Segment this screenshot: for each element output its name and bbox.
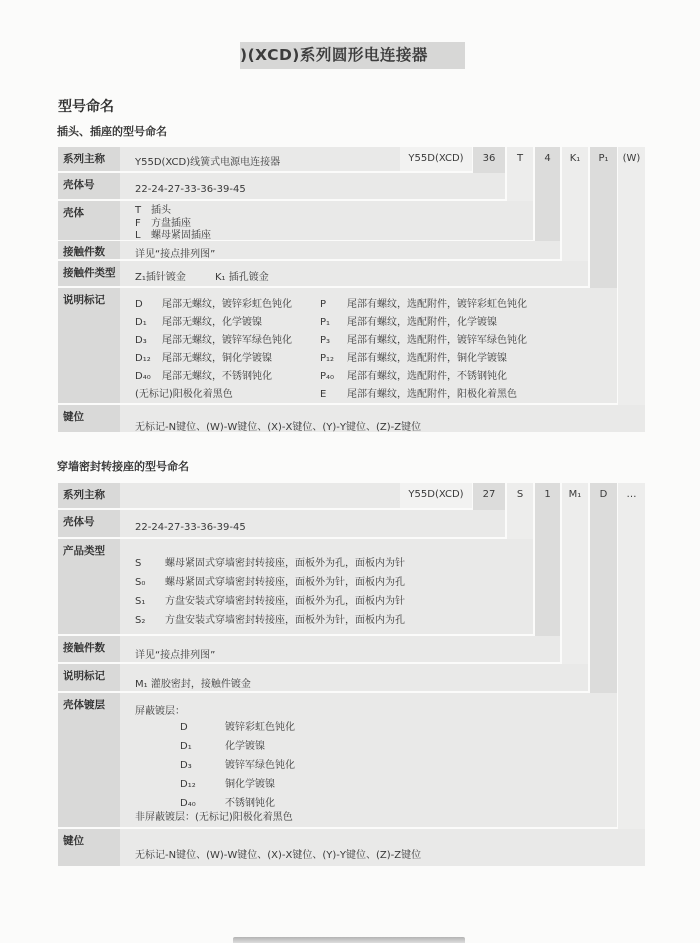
mark-code: P₃ (320, 335, 331, 346)
t2-code-plating: D (599, 489, 608, 500)
mark-code: P₁ (320, 317, 331, 328)
t1-contact-type-label: 接触件类型 (58, 261, 120, 286)
mark-desc: 尾部无螺纹，化学镀镍 (162, 317, 262, 328)
t1-marks-left-column (135, 296, 292, 404)
mark-item (320, 350, 527, 368)
plating-desc: 化学镀镍 (225, 741, 265, 752)
mark-item (135, 350, 292, 368)
t1-contact-type-pin: Z₁插针镀金 (135, 272, 186, 283)
t2-code-contact-count: 1 (544, 489, 551, 500)
plating-item (180, 718, 295, 737)
t2-code-product-type: S (516, 489, 524, 500)
product-type-item (135, 592, 405, 611)
plating-item (180, 737, 295, 756)
product-type-code: S₂ (135, 615, 146, 626)
t2-plating-items (180, 718, 295, 813)
t1-code-shell-no: 36 (482, 153, 496, 164)
mark-desc: 尾部有螺纹，选配附件，镀锌彩虹色钝化 (347, 299, 527, 310)
t1-code-marks: P₁ (598, 153, 609, 164)
subsection-heading-feedthrough: 穿墙密封转接座的型号命名 (57, 460, 189, 473)
t1-shell-no-label: 壳体号 (58, 173, 120, 199)
t2-code-column-keying (618, 483, 645, 866)
shell-item-desc: 螺母紧固插座 (151, 230, 211, 241)
t2-keying-label: 键位 (58, 829, 120, 866)
mark-item (320, 386, 527, 404)
mark-code: (无标记)阳极化着黑色 (135, 389, 233, 400)
product-type-item (135, 611, 405, 630)
plating-code: D₄₀ (180, 798, 196, 809)
t1-code-column-keying (618, 147, 645, 432)
mark-code: D₄₀ (135, 371, 151, 382)
t1-code-keying: (W) (622, 153, 641, 164)
t1-row-shell (58, 201, 533, 240)
mark-code: D (135, 299, 143, 310)
product-type-code: S (135, 558, 142, 569)
t2-contact-count-label: 接触件数 (58, 636, 120, 662)
t2-row-product-type (58, 539, 533, 634)
mark-desc: 尾部无螺纹，铜化学镀镍 (162, 353, 272, 364)
plating-desc: 镀锌彩虹色钝化 (225, 722, 295, 733)
t2-marks-value: M₁ 灌胶密封，接触件镀金 (135, 679, 251, 690)
t2-code-column-marks (562, 483, 588, 691)
t2-row-series (58, 483, 472, 508)
t1-keying-value: 无标记-N键位、(W)-W键位、(X)-X键位、(Y)-Y键位、(Z)-Z键位 (135, 422, 422, 433)
t2-code-shell-no: 27 (482, 489, 496, 500)
mark-desc: 尾部无螺纹，镀锌彩虹色钝化 (162, 299, 292, 310)
t1-keying-label: 键位 (58, 405, 120, 432)
t1-shell-label: 壳体 (58, 201, 120, 240)
t2-code-marks: M₁ (568, 489, 582, 500)
mark-item (135, 332, 292, 350)
page-bottom-edge-artifact (233, 937, 465, 943)
t2-row-marks (58, 664, 588, 691)
t2-row-plating (58, 693, 617, 827)
t2-row-shell-no (58, 510, 505, 537)
t2-series-code-cell: Y55D(XCD) (400, 483, 472, 508)
shell-item-desc: 插头 (151, 205, 171, 216)
t2-plating-label: 壳体镀层 (58, 693, 120, 827)
t1-code-shell: T (516, 153, 524, 164)
plating-desc: 不锈钢钝化 (225, 798, 275, 809)
mark-item (135, 368, 292, 386)
mark-item (135, 386, 292, 404)
subsection-heading-plug-socket: 插头、插座的型号命名 (57, 125, 167, 138)
t1-contact-type-socket: K₁ 插孔镀金 (215, 272, 269, 283)
mark-item (135, 314, 292, 332)
t1-row-shell-no (58, 173, 505, 199)
plating-code: D₃ (180, 760, 192, 771)
t1-row-keying (58, 405, 645, 432)
section-heading-model-naming: 型号命名 (58, 99, 114, 115)
t1-row-contact-count (58, 241, 560, 259)
mark-code: P (320, 299, 327, 310)
t2-contact-count-value: 详见“接点排列图” (135, 650, 216, 661)
shell-item-code: T (135, 205, 142, 216)
t2-series-label: 系列主称 (58, 483, 120, 508)
product-type-desc: 螺母紧固式穿墙密封转接座，面板外为针，面板内为孔 (165, 577, 405, 588)
t1-code-contact-type: K₁ (569, 153, 581, 164)
mark-item (320, 314, 527, 332)
t2-product-type-items (135, 554, 405, 630)
shell-item-code: L (135, 230, 141, 241)
product-type-item (135, 554, 405, 573)
mark-code: P₄₀ (320, 371, 335, 382)
t1-row-marks (58, 288, 617, 403)
t1-shell-items (135, 205, 211, 243)
mark-item (320, 296, 527, 314)
t1-shell-no-value: 22-24-27-33-36-39-45 (135, 184, 246, 195)
plating-code: D (180, 722, 188, 733)
mark-code: D₃ (135, 335, 147, 346)
t2-keying-value: 无标记-N键位、(W)-W键位、(X)-X键位、(Y)-Y键位、(Z)-Z键位 (135, 850, 422, 861)
t1-contact-count-label: 接触件数 (58, 241, 120, 259)
t2-row-keying (58, 829, 645, 866)
t1-code-contact-count: 4 (544, 153, 551, 164)
product-type-desc: 螺母紧固式穿墙密封转接座，面板外为孔，面板内为针 (165, 558, 405, 569)
product-type-desc: 方盘安装式穿墙密封转接座，面板外为孔，面板内为针 (165, 596, 405, 607)
t1-series-label: 系列主称 (58, 147, 120, 171)
t2-shell-no-value: 22-24-27-33-36-39-45 (135, 522, 246, 533)
t1-row-contact-type (58, 261, 588, 286)
mark-code: E (320, 389, 327, 400)
t2-plating-shield-label: 屏蔽镀层： (135, 706, 185, 717)
plating-code: D₁ (180, 741, 192, 752)
mark-desc: 尾部无螺纹，镀锌军绿色钝化 (162, 335, 292, 346)
t2-plating-non-shield: 非屏蔽镀层：(无标记)阳极化着黑色 (135, 812, 293, 823)
plating-item (180, 775, 295, 794)
t1-marks-right-column (320, 296, 527, 404)
mark-code: D₁ (135, 317, 147, 328)
plating-desc: 铜化学镀镍 (225, 779, 275, 790)
t2-row-contact-count (58, 636, 560, 662)
mark-item (320, 332, 527, 350)
t2-code-keying: … (626, 489, 637, 500)
t1-series-code-cell: Y55D(XCD) (400, 147, 472, 171)
product-type-desc: 方盘安装式穿墙密封转接座，面板外为针，面板内为孔 (165, 615, 405, 626)
document-title: )(XCD)系列圆形电连接器 (240, 42, 465, 69)
product-type-item (135, 573, 405, 592)
mark-code: D₁₂ (135, 353, 151, 364)
t1-contact-count-value: 详见“接点排列图” (135, 249, 216, 260)
plating-code: D₁₂ (180, 779, 196, 790)
t2-product-type-label: 产品类型 (58, 539, 120, 634)
shell-item (135, 218, 211, 231)
mark-item (320, 368, 527, 386)
plating-desc: 镀锌军绿色钝化 (225, 760, 295, 771)
mark-desc: 尾部无螺纹，不锈钢钝化 (162, 371, 272, 382)
shell-item-desc: 方盘插座 (151, 217, 191, 229)
t1-row-series (58, 147, 472, 171)
shell-item (135, 205, 211, 218)
mark-desc: 尾部有螺纹，选配附件，不锈钢钝化 (347, 371, 507, 382)
product-type-code: S₀ (135, 577, 146, 588)
mark-code: P₁₂ (320, 353, 335, 364)
plating-item (180, 756, 295, 775)
shell-item-code: F (135, 217, 141, 229)
product-type-code: S₁ (135, 596, 146, 607)
mark-item (135, 296, 292, 314)
t1-series-desc: Y55D(XCD)线簧式电源电连接器 (135, 157, 281, 168)
t2-marks-label: 说明标记 (58, 664, 120, 691)
t2-shell-no-label: 壳体号 (58, 510, 120, 537)
mark-desc: 尾部有螺纹，选配附件，铜化学镀镍 (347, 353, 507, 364)
mark-desc: 尾部有螺纹，选配附件，镀锌军绿色钝化 (347, 335, 527, 346)
mark-desc: 尾部有螺纹，选配附件，阳极化着黑色 (347, 389, 517, 400)
mark-desc: 尾部有螺纹，选配附件，化学镀镍 (347, 317, 497, 328)
t1-marks-label: 说明标记 (58, 288, 120, 403)
